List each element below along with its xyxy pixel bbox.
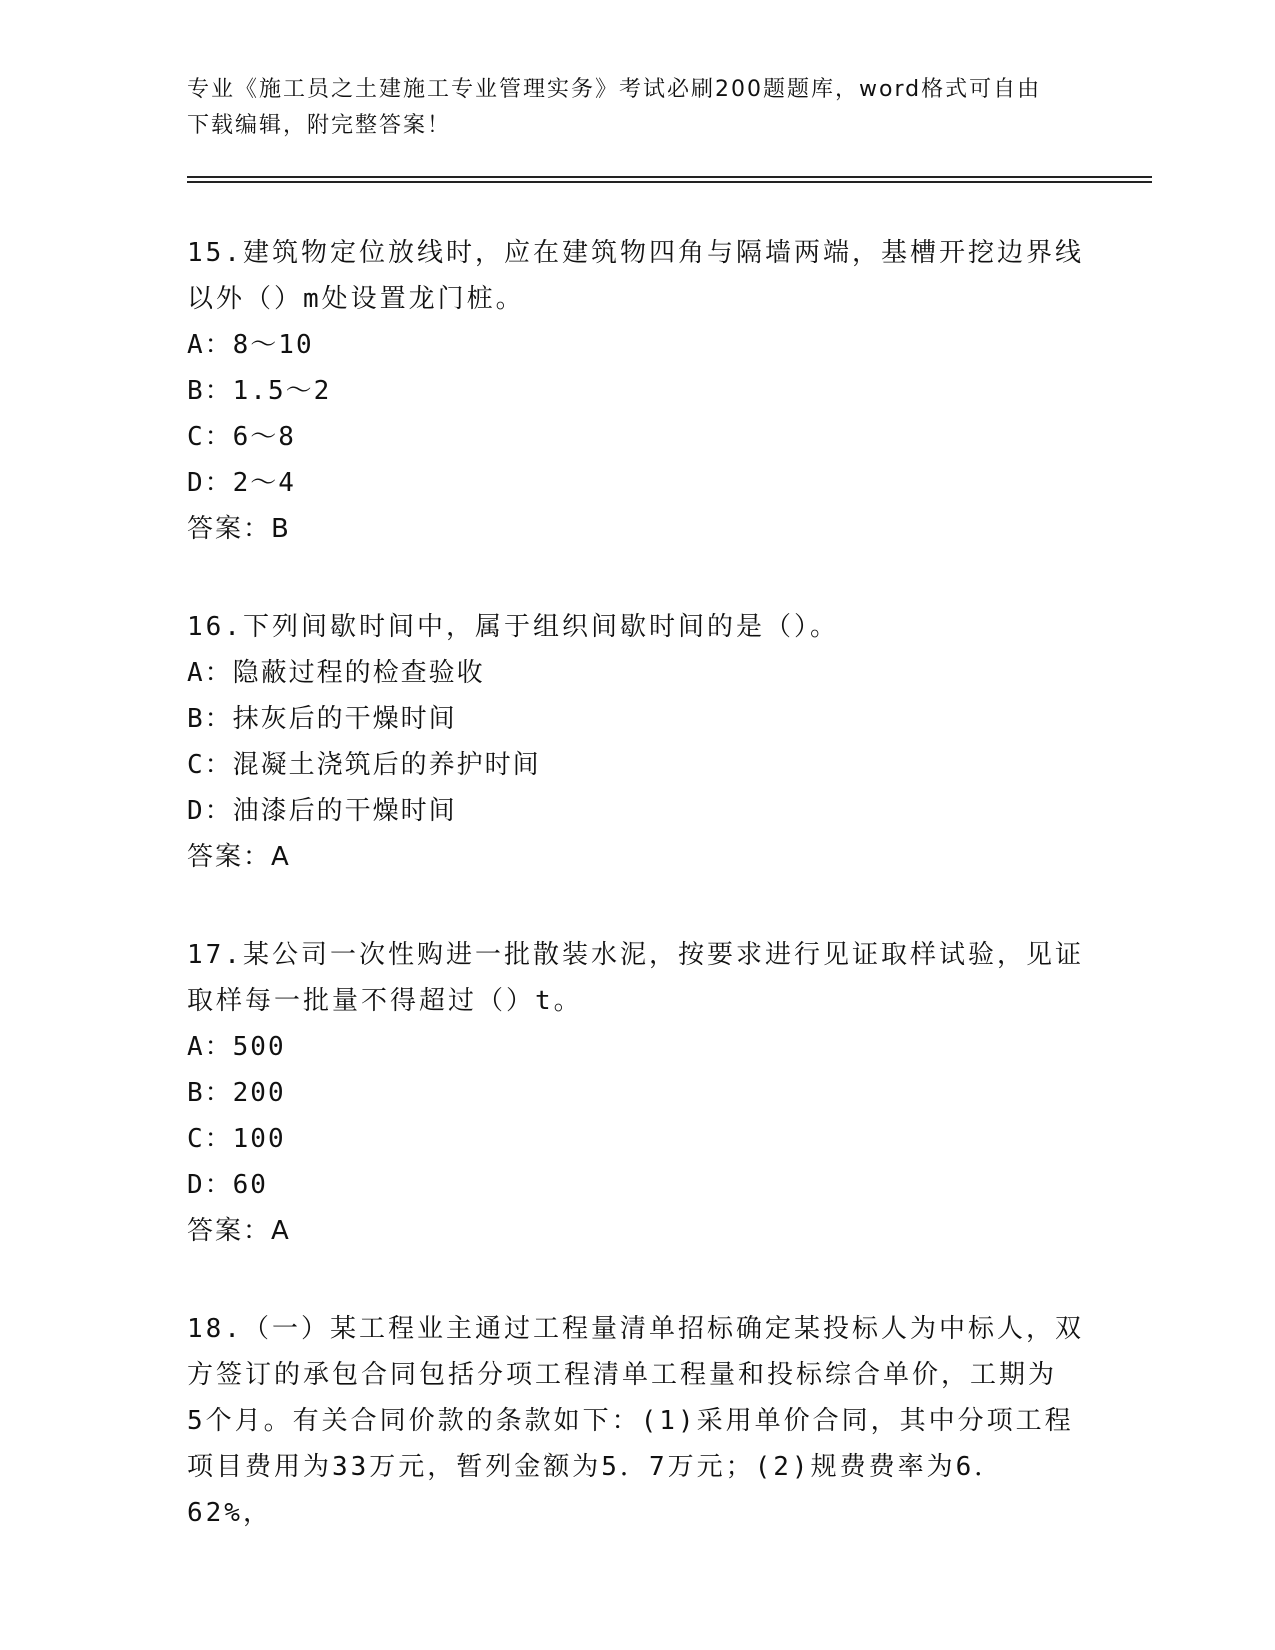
option-d: D：2～4 xyxy=(187,468,296,498)
header-line-2: 下载编辑，附完整答案！ xyxy=(187,113,452,138)
header-rule-top xyxy=(187,176,1152,178)
question-block xyxy=(187,604,1087,880)
option-b: B：1.5～2 xyxy=(187,376,332,406)
header-line-1: 专业《施工员之土建施工专业管理实务》考试必刷200题题库，word格式可自由 xyxy=(187,77,1042,102)
question-list xyxy=(187,230,1087,1588)
question-text-line: 17.某公司一次性购进一批散装水泥，按要求进行见证取样试验，见证 xyxy=(187,940,1084,970)
document-header xyxy=(187,72,1067,144)
question-block xyxy=(187,1306,1087,1536)
answer-line: 答案：B xyxy=(187,514,291,544)
option-b: B：抹灰后的干燥时间 xyxy=(187,704,457,734)
question-text-line: 以外（）m处设置龙门桩。 xyxy=(187,284,525,314)
option-a: A：8～10 xyxy=(187,330,314,360)
option-c: C：6～8 xyxy=(187,422,296,452)
question-text-line: 项目费用为33万元，暂列金额为5．7万元；(2)规费费率为6．62%， xyxy=(187,1452,1004,1528)
option-b: B：200 xyxy=(187,1078,286,1108)
question-text-line: 5个月。有关合同价款的条款如下：(1)采用单价合同，其中分项工程 xyxy=(187,1406,1074,1436)
option-d: D：60 xyxy=(187,1170,268,1200)
option-a: A：隐蔽过程的检查验收 xyxy=(187,658,485,688)
question-text-line: 16.下列间歇时间中，属于组织间歇时间的是（）。 xyxy=(187,612,839,642)
answer-line: 答案：A xyxy=(187,842,291,872)
question-block xyxy=(187,230,1087,552)
option-c: C：100 xyxy=(187,1124,286,1154)
question-text-line: 18.（一）某工程业主通过工程量清单招标确定某投标人为中标人，双 xyxy=(187,1314,1084,1344)
question-text-line: 取样每一批量不得超过（）t。 xyxy=(187,986,583,1016)
option-a: A：500 xyxy=(187,1032,286,1062)
option-d: D：油漆后的干燥时间 xyxy=(187,796,457,826)
question-text-line: 15.建筑物定位放线时，应在建筑物四角与隔墙两端，基槽开挖边界线 xyxy=(187,238,1084,268)
header-rule-bottom xyxy=(187,181,1152,183)
question-block xyxy=(187,932,1087,1254)
answer-line: 答案：A xyxy=(187,1216,291,1246)
question-text-line: 方签订的承包合同包括分项工程清单工程量和投标综合单价，工期为 xyxy=(187,1360,1058,1390)
option-c: C：混凝土浇筑后的养护时间 xyxy=(187,750,541,780)
